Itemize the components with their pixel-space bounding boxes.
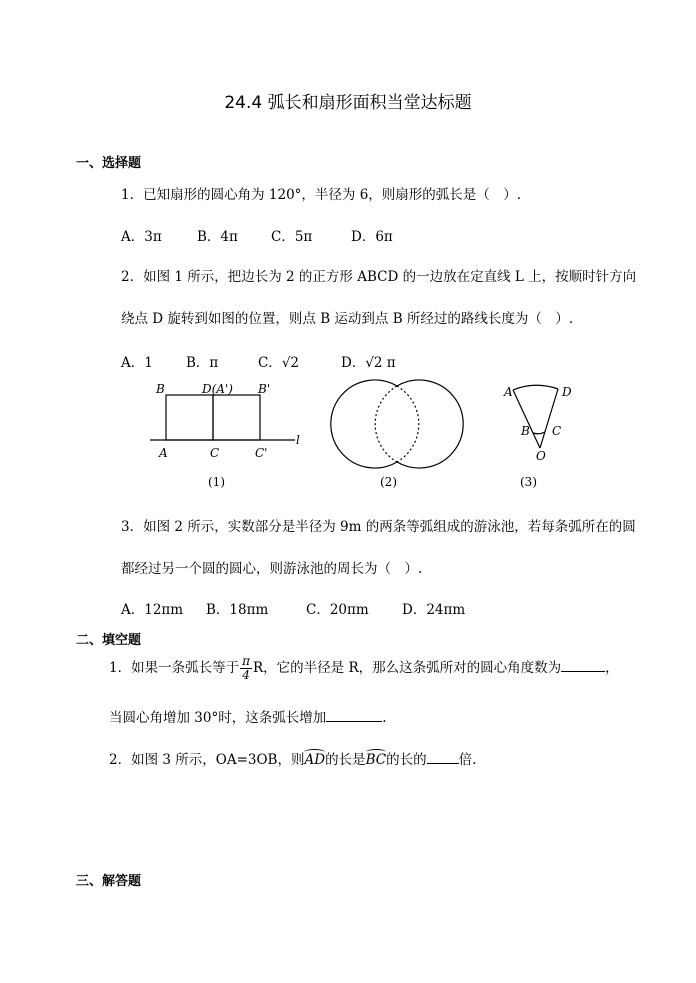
answer-blank[interactable] [427, 751, 459, 764]
figure-1-caption: (1) [208, 475, 225, 489]
svg-text:B: B [521, 424, 530, 438]
section-heading-fill: 二、填空题 [76, 633, 142, 648]
question-3-line1 [121, 515, 636, 535]
arc-bc-notation: BC [365, 752, 387, 768]
q1-option-c: C．5π [271, 229, 313, 245]
q3-option-b: B．18πm [206, 602, 269, 618]
section-heading-answer: 三、解答题 [76, 874, 142, 889]
figure-3-sector [503, 385, 572, 489]
figure-2-pool [331, 380, 463, 489]
question-1 [121, 183, 521, 203]
page-title: 24.4 弧长和扇形面积当堂达标题 [224, 93, 472, 113]
figures-area [140, 378, 570, 496]
svg-text:O: O [536, 449, 546, 463]
answer-blank[interactable] [326, 709, 382, 722]
question-text: 已知扇形的圆心角为 120°，半径为 6，则扇形的弧长是（ ）. [143, 187, 522, 203]
fill-question-2: 2．如图 3 所示，OA=3OB，则AD的长是BC的长的 倍. [109, 752, 477, 768]
square-abcd [166, 395, 213, 440]
arc-bc [533, 432, 545, 434]
q3-option-c: C．20πm [306, 602, 369, 618]
label-c-prime: C' [255, 446, 268, 460]
q3-option-d: D．24πm [402, 602, 466, 618]
question-number: 1． [121, 187, 144, 203]
square-rotated [213, 395, 260, 440]
q1-option-b: B．4π [197, 229, 238, 245]
label-a: A [159, 446, 168, 460]
question-2-line1 [121, 265, 636, 285]
question-3-line2: 都经过另一个圆的圆心，则游泳池的周长为（ ）. [121, 561, 423, 577]
svg-text:C: C [552, 424, 562, 438]
q2-option-d: D．√2 π [341, 355, 396, 371]
pool-left-arc [331, 380, 397, 468]
label-c: C [210, 446, 220, 460]
question-number: 3． [121, 519, 144, 535]
q2-option-b: B．π [186, 355, 219, 371]
fill-question-1-line2: 当圆心角增加 30°时，这条弧长增加 . [109, 710, 387, 726]
fraction-pi-over-4: $\frac{\pi}{4}$ [242, 654, 250, 682]
svg-text:A: A [504, 385, 513, 399]
q1-option-d: D．6π [351, 229, 393, 245]
section-heading-choice: 一、选择题 [76, 156, 142, 171]
q2-option-a: A．1 [121, 355, 153, 371]
q2-option-c: C．√2 [258, 355, 300, 371]
q3-option-a: A．12πm [121, 602, 184, 618]
question-text: 如图 2 所示，实数部分是半径为 9m 的两条等弧组成的游泳池，若每条弧所在的圆 [143, 519, 636, 535]
arc-ad [513, 385, 558, 390]
answer-blank[interactable] [561, 659, 605, 672]
label-b: B [156, 382, 165, 396]
fill-question-1-line1: 1．如果一条弧长等于 $\frac{\pi}{4}$ R，它的半径是 R，那么这条弧所对的圆心角度数为 ， [109, 654, 619, 682]
figure-3-caption: (3) [520, 475, 537, 489]
question-2-line2: 绕点 D 旋转到如图的位置，则点 B 运动到点 B 所经过的路线长度为（ ）. [121, 311, 574, 327]
label-b-prime: B' [258, 382, 271, 396]
question-number: 2． [121, 269, 144, 285]
figure-1-squares [150, 382, 300, 489]
question-text: 如图 1 所示，把边长为 2 的正方形 ABCD 的一边放在定直线 L 上，按顺时针方向 [143, 269, 637, 285]
label-d-a-prime: D(A') [202, 382, 233, 396]
pool-inner-dotted-right [375, 386, 397, 462]
pool-right-arc [397, 380, 463, 468]
figure-2-caption: (2) [380, 475, 397, 489]
arc-ad-notation: AD [304, 752, 326, 768]
q1-option-a: A．3π [121, 229, 162, 245]
pool-inner-dotted-left [397, 386, 419, 462]
svg-text:D: D [562, 385, 572, 399]
label-l: l [296, 433, 300, 447]
